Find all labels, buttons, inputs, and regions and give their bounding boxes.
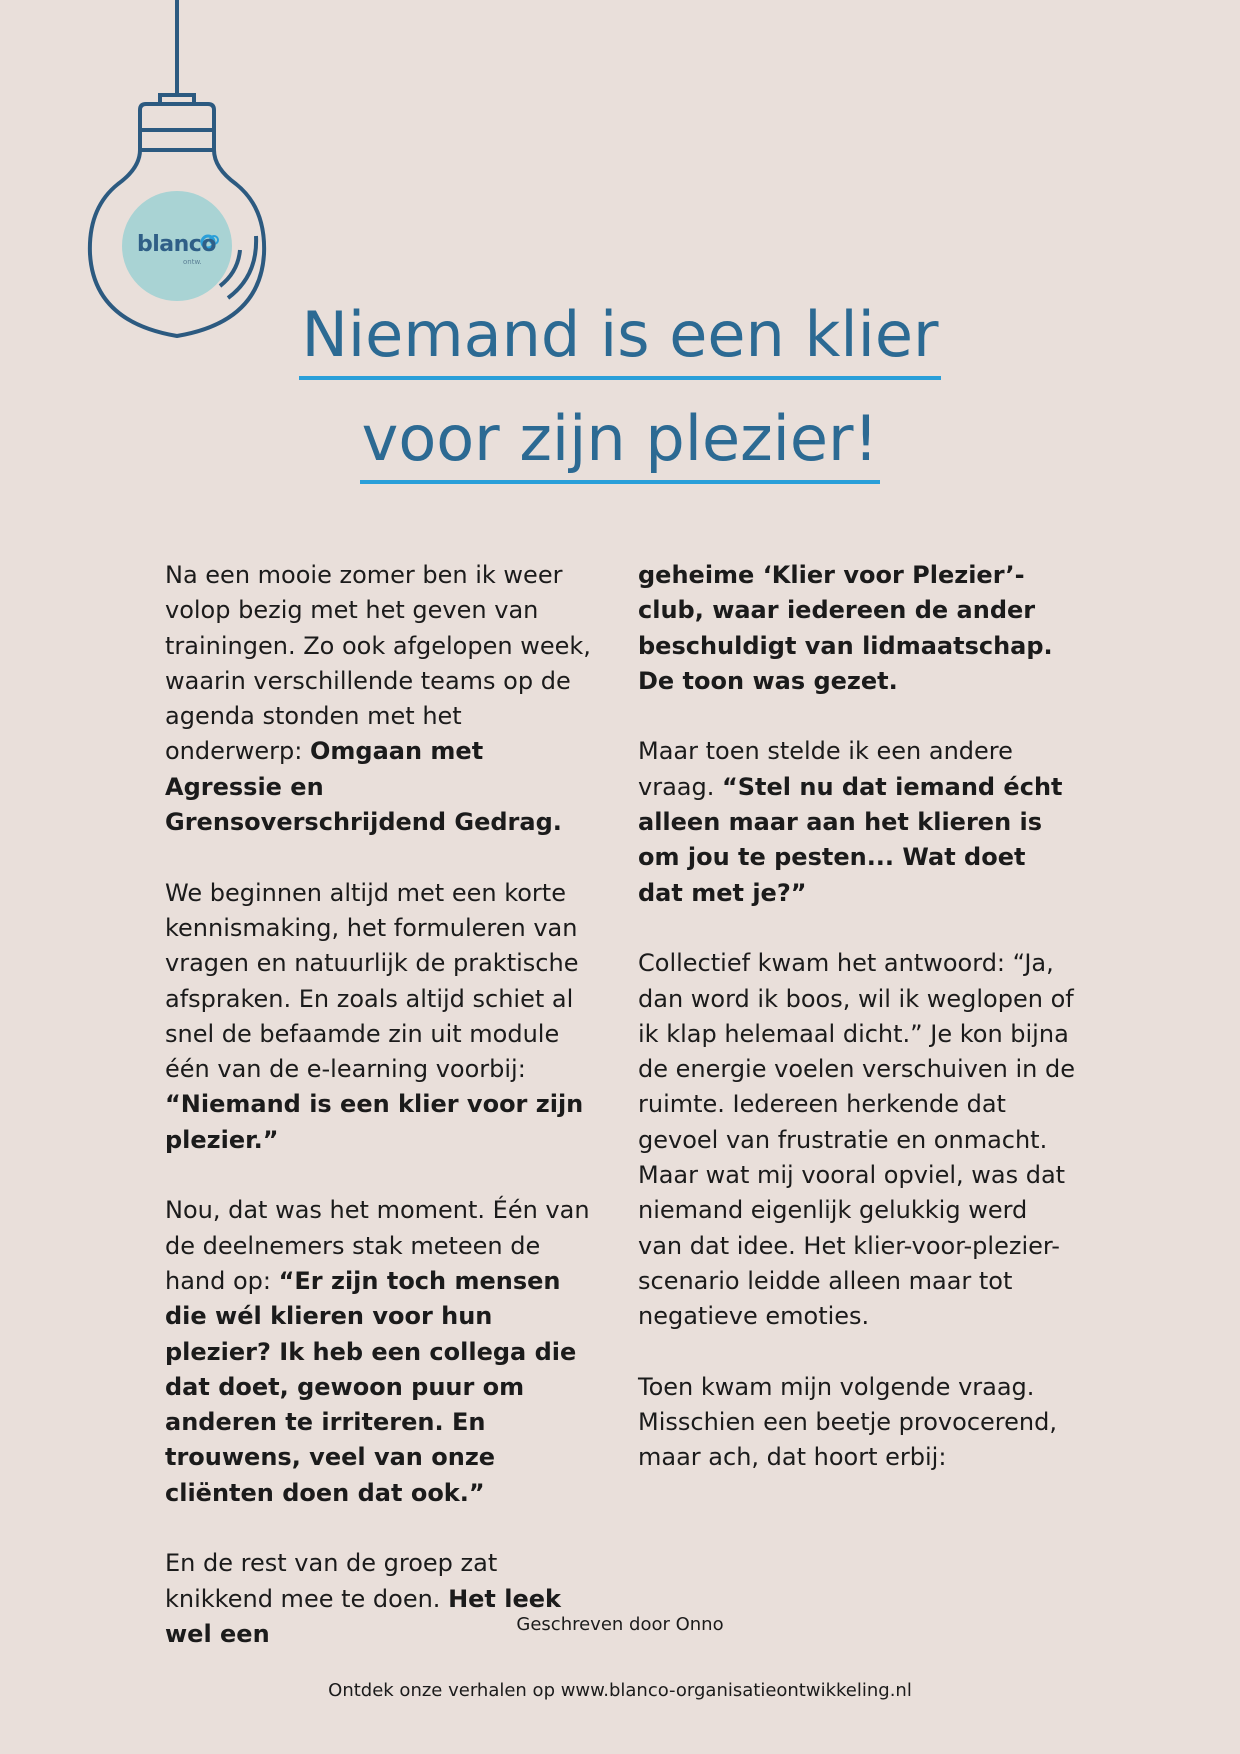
paragraph-3: Nou, dat was het moment. Één van de deelnemers stak meteen de hand op: “Er zijn toch mensen die wél klieren voor hun plezier? Ik heb een collega die dat doet, gewoon puur om anderen te irriteren. En trouwens, veel van onze cliënten doen dat ook.” bbox=[165, 1196, 590, 1507]
article-column-left bbox=[165, 558, 605, 1688]
author-byline: Geschreven door Onno bbox=[516, 1614, 724, 1635]
paragraph-7: Collectief kwam het antwoord: “Ja, dan word ik boos, wil ik weglopen of ik klap helemaal dicht.” Je kon bijna de energie voelen verschuiven in de ruimte. Iedereen herkende dat gevoel van frustratie en onmacht. Maar wat mij vooral opviel, was dat niemand eigenlijk gelukkig werd van dat idee. Het klier-voor-plezier-scenario leidde alleen maar tot negatieve emoties. bbox=[638, 949, 1075, 1331]
paragraph-1: Na een mooie zomer ben ik weer volop bezig met het geven van trainingen. Zo ook afgelopen week, waarin verschillende teams op de agenda stonden met het onderwerp: Omgaan met Agressie en Grensoverschrijdend Gedrag. bbox=[165, 561, 591, 837]
website-link[interactable]: Ontdek onze verhalen op www.blanco-organisatieontwikkeling.nl bbox=[328, 1680, 912, 1701]
page-title-line-2: voor zijn plezier! bbox=[0, 408, 1240, 484]
paragraph-2: We beginnen altijd met een korte kennismaking, het formuleren van vragen en natuurlijk de praktische afspraken. En zoals altijd schiet al snel de befaamde zin uit module één van de e-learning voorbij: “Niemand is een klier voor zijn plezier.” bbox=[165, 878, 584, 1154]
paragraph-5: geheime ‘Klier voor Plezier’-club, waar iedereen de ander beschuldigt van lidmaatschap. De toon was gezet. bbox=[638, 561, 1053, 695]
paragraph-8: Toen kwam mijn volgende vraag. Misschien een beetje provocerend, maar ach, dat hoort erbij: bbox=[638, 1372, 1057, 1472]
page-title-line-1: Niemand is een klier bbox=[0, 304, 1240, 380]
logo-wordmark: blanco bbox=[137, 232, 216, 257]
paragraph-4: En de rest van de groep zat knikkend mee te doen. Het leek wel een bbox=[165, 1549, 561, 1648]
lightbulb-logo-icon bbox=[80, 0, 280, 350]
svg-text:ontw.: ontw. bbox=[183, 258, 202, 266]
paragraph-6: Maar toen stelde ik een andere vraag. “Stel nu dat iemand écht alleen maar aan het klieren is om jou te pesten... Wat doet dat met je?” bbox=[638, 737, 1063, 907]
article-column-right bbox=[638, 558, 1078, 1511]
